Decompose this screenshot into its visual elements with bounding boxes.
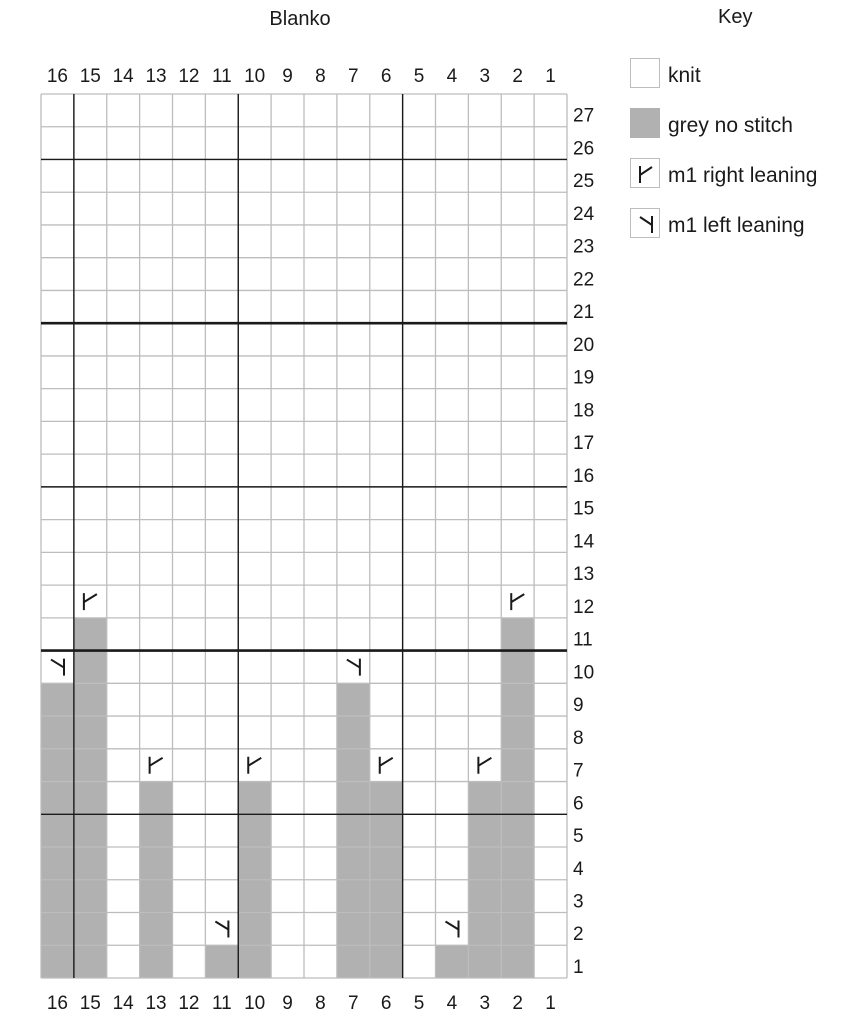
m1-right-leaning-icon xyxy=(511,593,524,610)
column-number-label: 9 xyxy=(282,66,293,87)
column-number-label: 16 xyxy=(46,66,69,87)
m1-right-leaning-icon xyxy=(150,757,163,774)
row-number-label: 9 xyxy=(573,695,584,717)
column-number-label: 2 xyxy=(512,993,523,1014)
row-number-label: 25 xyxy=(573,171,595,193)
key-label-m1r: m1 right leaning xyxy=(668,164,818,187)
row-number-label: 20 xyxy=(573,334,595,356)
row-number-label: 15 xyxy=(573,498,595,520)
row-number-label: 14 xyxy=(573,531,595,553)
column-number-label: 3 xyxy=(479,66,491,87)
column-number-label: 6 xyxy=(380,66,392,87)
row-number-label: 24 xyxy=(573,203,595,225)
no-stitch-swatch-icon xyxy=(630,108,660,138)
column-number-label: 11 xyxy=(211,66,232,87)
row-number-label: 13 xyxy=(573,564,595,586)
key-label-m1l: m1 left leaning xyxy=(668,214,805,237)
no-stitch-cells xyxy=(41,618,534,978)
row-number-label: 26 xyxy=(573,138,595,160)
m1-right-leaning-icon xyxy=(380,757,393,774)
column-number-label: 9 xyxy=(282,993,293,1014)
column-number-label: 7 xyxy=(348,66,359,87)
m1-left-leaning-icon xyxy=(630,208,660,238)
m1-left-leaning-icon xyxy=(347,659,360,676)
chart-title: Blanko xyxy=(269,8,331,30)
column-number-label: 13 xyxy=(145,66,167,87)
stitch-symbols xyxy=(51,593,524,937)
row-number-label: 27 xyxy=(573,105,595,127)
no-stitch-block xyxy=(501,618,534,978)
column-number-label: 11 xyxy=(211,993,232,1014)
no-stitch-block xyxy=(436,945,469,978)
row-number-label: 3 xyxy=(573,891,584,913)
column-number-label: 14 xyxy=(112,66,134,87)
no-stitch-block xyxy=(205,945,238,978)
row-number-label: 1 xyxy=(573,956,584,978)
no-stitch-block xyxy=(74,618,107,978)
m1-right-leaning-icon xyxy=(478,757,491,774)
column-number-label: 8 xyxy=(315,993,326,1014)
m1-left-leaning-icon xyxy=(446,921,459,938)
column-number-label: 7 xyxy=(348,993,359,1014)
column-number-label: 1 xyxy=(545,993,556,1014)
row-number-label: 16 xyxy=(573,465,595,487)
m1-right-leaning-icon xyxy=(248,757,261,774)
row-number-label: 21 xyxy=(573,302,595,324)
column-number-label: 10 xyxy=(244,66,266,87)
m1-left-leaning-icon xyxy=(51,659,64,676)
row-number-label: 18 xyxy=(573,400,595,422)
column-number-label: 12 xyxy=(178,993,200,1014)
row-number-label: 10 xyxy=(573,662,595,684)
row-number-label: 19 xyxy=(573,367,595,389)
row-number-label: 8 xyxy=(573,727,584,749)
row-number-label: 11 xyxy=(573,629,593,651)
no-stitch-block xyxy=(41,683,74,978)
m1-left-leaning-icon xyxy=(215,921,228,938)
column-number-label: 2 xyxy=(512,66,523,87)
row-number-label: 17 xyxy=(573,433,595,455)
column-number-label: 3 xyxy=(479,993,491,1014)
column-number-label: 10 xyxy=(244,993,266,1014)
knit-swatch-icon xyxy=(630,58,660,88)
column-number-label: 15 xyxy=(79,66,101,87)
column-number-label: 4 xyxy=(446,66,458,87)
row-number-label: 23 xyxy=(573,236,595,258)
m1-right-leaning-icon xyxy=(84,593,97,610)
no-stitch-block xyxy=(337,683,370,978)
row-number-label: 2 xyxy=(573,924,584,946)
row-number-label: 7 xyxy=(573,760,584,782)
column-number-label: 14 xyxy=(112,993,134,1014)
column-number-label: 16 xyxy=(46,993,69,1014)
row-number-label: 12 xyxy=(573,596,595,618)
column-number-label: 5 xyxy=(413,993,425,1014)
key-label-knit: knit xyxy=(668,64,701,87)
column-number-label: 5 xyxy=(413,66,425,87)
m1-right-leaning-icon xyxy=(630,158,660,188)
row-number-label: 5 xyxy=(573,826,584,848)
column-number-label: 12 xyxy=(178,66,200,87)
column-number-label: 13 xyxy=(145,993,167,1014)
column-number-label: 8 xyxy=(315,66,326,87)
column-number-label: 6 xyxy=(380,993,392,1014)
key-title: Key xyxy=(718,6,753,28)
column-number-label: 15 xyxy=(79,993,101,1014)
row-number-label: 6 xyxy=(573,793,584,815)
column-number-label: 1 xyxy=(545,66,556,87)
key-label-no-stitch: grey no stitch xyxy=(668,114,793,137)
row-number-label: 4 xyxy=(573,858,584,880)
column-number-label: 4 xyxy=(446,993,458,1014)
row-number-label: 22 xyxy=(573,269,595,291)
